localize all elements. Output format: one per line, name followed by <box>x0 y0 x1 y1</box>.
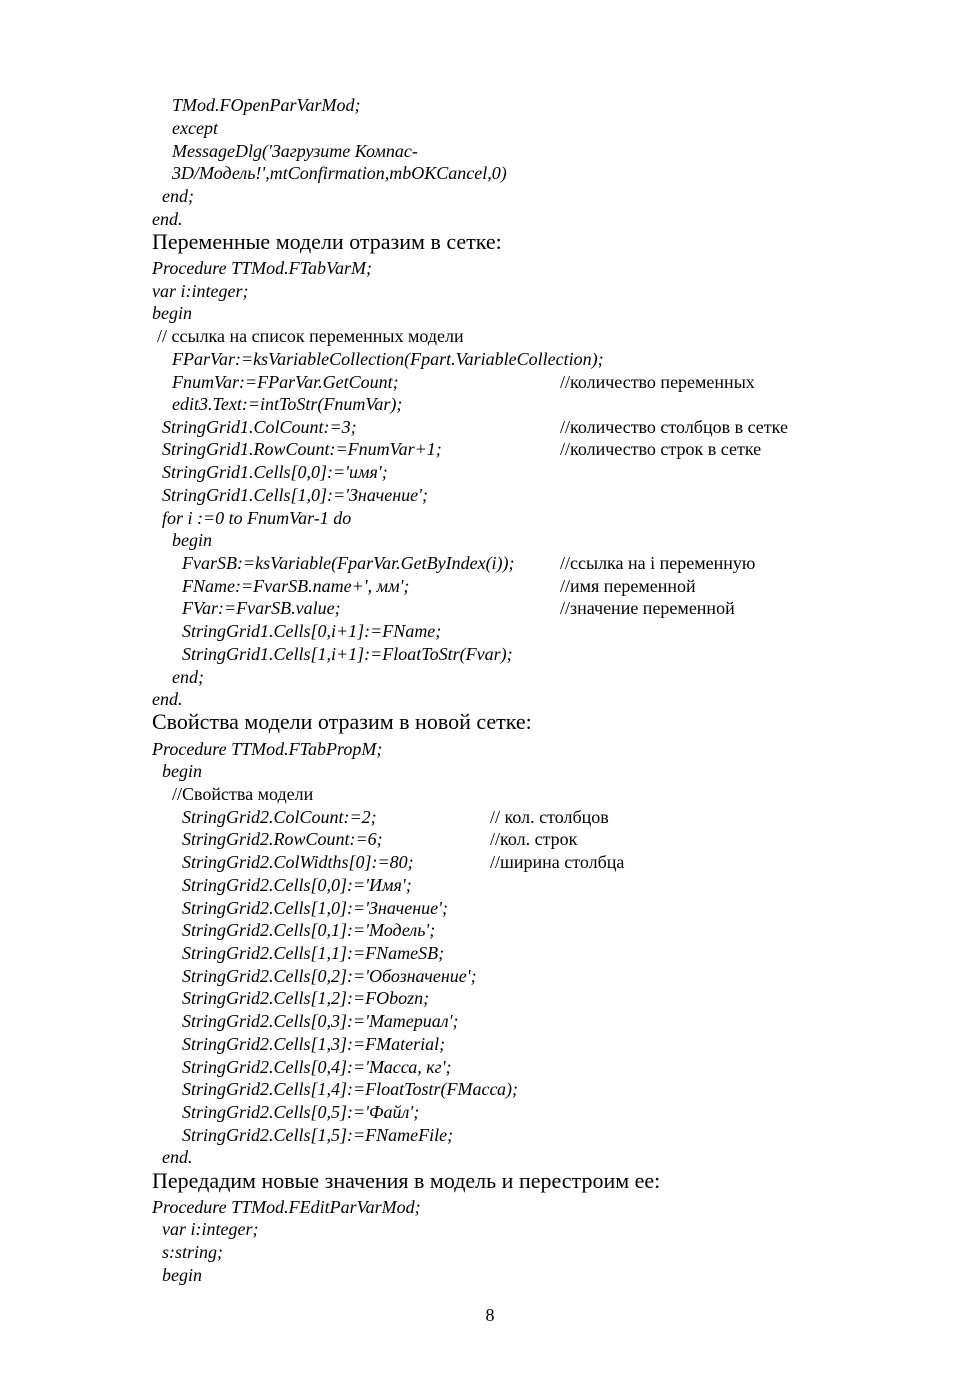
code-line: StringGrid1.RowCount:=FnumVar+1; <box>162 439 442 459</box>
code-comment: //количество столбцов в сетке <box>560 417 788 437</box>
code-line: StringGrid2.Cells[0,2]:='Обозначение'; <box>182 966 477 986</box>
code-line: for i :=0 to FnumVar-1 do <box>162 508 352 528</box>
code-line: 3D/Модель!',mtConfirmation,mbOKCancel,0) <box>172 163 507 183</box>
code-line: Procedure TTMod.FTabPropM; <box>152 739 383 759</box>
code-line: StringGrid2.Cells[0,3]:='Материал'; <box>182 1011 459 1031</box>
code-line: end. <box>162 1147 193 1167</box>
code-line: StringGrid1.Cells[1,i+1]:=FloatToStr(Fvar); <box>182 644 513 664</box>
code-line: except <box>172 118 218 138</box>
code-line: edit3.Text:=intToStr(FnumVar); <box>172 394 403 414</box>
code-comment: //количество строк в сетке <box>560 439 762 459</box>
code-line: StringGrid2.Cells[1,3]:=FMaterial; <box>182 1034 446 1054</box>
code-comment: //количество переменных <box>560 372 755 392</box>
code-line: StringGrid2.Cells[1,0]:='Значение'; <box>182 898 448 918</box>
code-line: StringGrid2.ColWidths[0]:=80; <box>182 852 414 872</box>
code-line: StringGrid2.RowCount:=6; <box>182 829 383 849</box>
code-line: begin <box>172 530 212 550</box>
page-number: 8 <box>485 1305 495 1325</box>
code-line: TMod.FOpenParVarMod; <box>172 95 361 115</box>
code-line: StringGrid2.Cells[0,0]:='Имя'; <box>182 875 412 895</box>
code-line: StringGrid2.Cells[0,5]:='Файл'; <box>182 1102 420 1122</box>
code-line: StringGrid2.Cells[1,1]:=FNameSB; <box>182 943 445 963</box>
code-comment: //ширина столбца <box>490 852 625 872</box>
code-line: end; <box>172 667 204 687</box>
code-comment: //значение переменной <box>560 598 735 618</box>
code-line: StringGrid2.Cells[0,4]:='Масса, кг'; <box>182 1057 452 1077</box>
code-line: StringGrid2.Cells[1,5]:=FNameFile; <box>182 1125 454 1145</box>
section-heading: Свойства модели отразим в новой сетке: <box>152 709 532 734</box>
code-line: StringGrid1.Cells[0,i+1]:=FName; <box>182 621 442 641</box>
code-line: MessageDlg('Загрузите Компас- <box>172 141 418 161</box>
code-line: end. <box>152 689 183 709</box>
code-line: StringGrid2.Cells[1,4]:=FloatTostr(FMасса); <box>182 1079 519 1099</box>
code-line: FParVar:=ksVariableCollection(Fpart.VariableCollection); <box>172 349 604 369</box>
section-heading: Передадим новые значения в модель и перестроим ее: <box>152 1168 661 1193</box>
code-comment: //кол. строк <box>490 829 578 849</box>
code-comment: // ссылка на список переменных модели <box>157 326 464 346</box>
code-line: StringGrid1.ColCount:=3; <box>162 417 357 437</box>
code-line: FnumVar:=FParVar.GetCount; <box>172 372 399 392</box>
code-line: s:string; <box>162 1242 224 1262</box>
code-line: end. <box>152 209 183 229</box>
code-line: Procedure TTMod.FEditParVarMod; <box>152 1197 421 1217</box>
code-line: StringGrid1.Cells[0,0]:='имя'; <box>162 462 388 482</box>
code-line: StringGrid2.ColCount:=2; <box>182 807 377 827</box>
code-line: begin <box>152 303 192 323</box>
code-line: FVar:=FvarSB.value; <box>182 598 341 618</box>
code-line: begin <box>162 761 202 781</box>
code-line: begin <box>162 1265 202 1285</box>
code-comment: //ссылка на i переменную <box>560 553 756 573</box>
code-comment: //имя переменной <box>560 576 696 596</box>
code-line: Procedure TTMod.FTabVarM; <box>152 258 372 278</box>
code-line: var i:integer; <box>152 281 249 301</box>
code-line: StringGrid2.Cells[0,1]:='Модель'; <box>182 920 436 940</box>
code-line: StringGrid2.Cells[1,2]:=FObozn; <box>182 988 430 1008</box>
code-line: var i:integer; <box>162 1219 259 1239</box>
code-line: StringGrid1.Cells[1,0]:='Значение'; <box>162 485 428 505</box>
code-line: end; <box>162 186 194 206</box>
code-comment: //Свойства модели <box>172 784 314 804</box>
code-line: FName:=FvarSB.name+', мм'; <box>182 576 410 596</box>
code-line: FvarSB:=ksVariable(FparVar.GetByIndex(i)); <box>182 553 515 573</box>
code-comment: // кол. столбцов <box>490 807 609 827</box>
section-heading: Переменные модели отразим в сетке: <box>152 229 502 254</box>
